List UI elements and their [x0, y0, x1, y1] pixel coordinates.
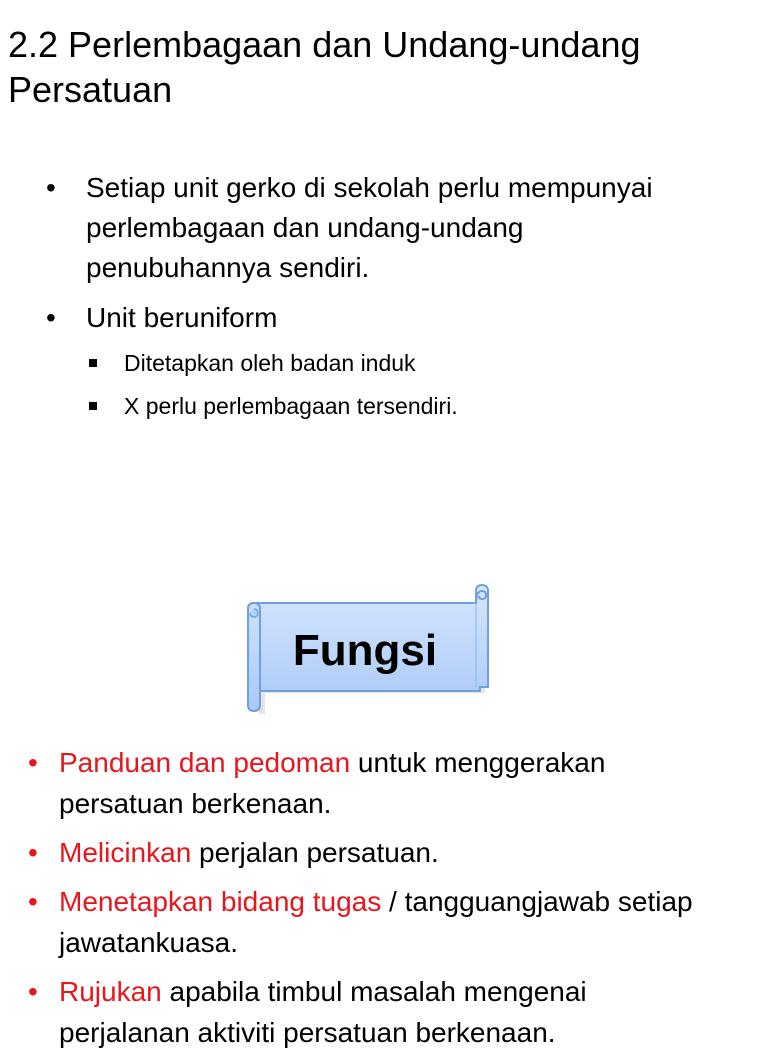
slide-title: 2.2 Perlembagaan dan Undang-undang Persatuan — [8, 24, 641, 110]
function-text: untuk menggerakan persatuan berkenaan. — [59, 747, 606, 819]
bullet-text: Setiap unit gerko di sekolah perlu mempunyai perlembagaan dan undang-undang penubuhannya sendiri. — [86, 172, 653, 283]
fungsi-banner — [240, 583, 490, 718]
square-bullet-icon — [89, 402, 97, 410]
function-item — [0, 971, 719, 1053]
bullet-dot-icon: • — [28, 747, 38, 778]
bullet-dot-icon: • — [28, 976, 38, 1007]
sub-bullet-item — [0, 348, 768, 378]
function-list — [0, 742, 768, 1061]
bullet-text: Unit beruniform — [86, 302, 278, 333]
sub-bullet-text: X perlu perlembagaan tersendiri. — [124, 393, 458, 419]
bullet-dot-icon: • — [46, 172, 56, 203]
function-item — [0, 832, 719, 873]
bullet-dot-icon: • — [28, 886, 38, 917]
function-highlight: Melicinkan — [59, 837, 192, 868]
function-text: perjalan persatuan. — [191, 837, 439, 868]
bullet-dot-icon: • — [46, 302, 56, 333]
function-highlight: Menetapkan bidang tugas — [59, 886, 382, 917]
square-bullet-icon — [89, 359, 97, 367]
bullet-list — [0, 168, 768, 434]
bullet-item — [0, 168, 706, 288]
bullet-dot-icon: • — [28, 837, 38, 868]
sub-bullet-item — [0, 391, 768, 421]
banner-label: Fungsi — [292, 625, 438, 675]
sub-bullet-text: Ditetapkan oleh badan induk — [124, 350, 416, 376]
scroll-banner-icon — [240, 583, 490, 718]
function-text: apabila timbul masalah mengenai perjalanan aktiviti persatuan berkenaan. — [59, 976, 587, 1048]
function-item — [0, 742, 719, 824]
bullet-item — [0, 298, 706, 338]
function-highlight: Panduan dan pedoman — [59, 747, 351, 778]
function-text: / tangguangjawab setiap jawatankuasa. — [59, 886, 693, 958]
function-item — [0, 881, 719, 963]
function-highlight: Rujukan — [59, 976, 162, 1007]
